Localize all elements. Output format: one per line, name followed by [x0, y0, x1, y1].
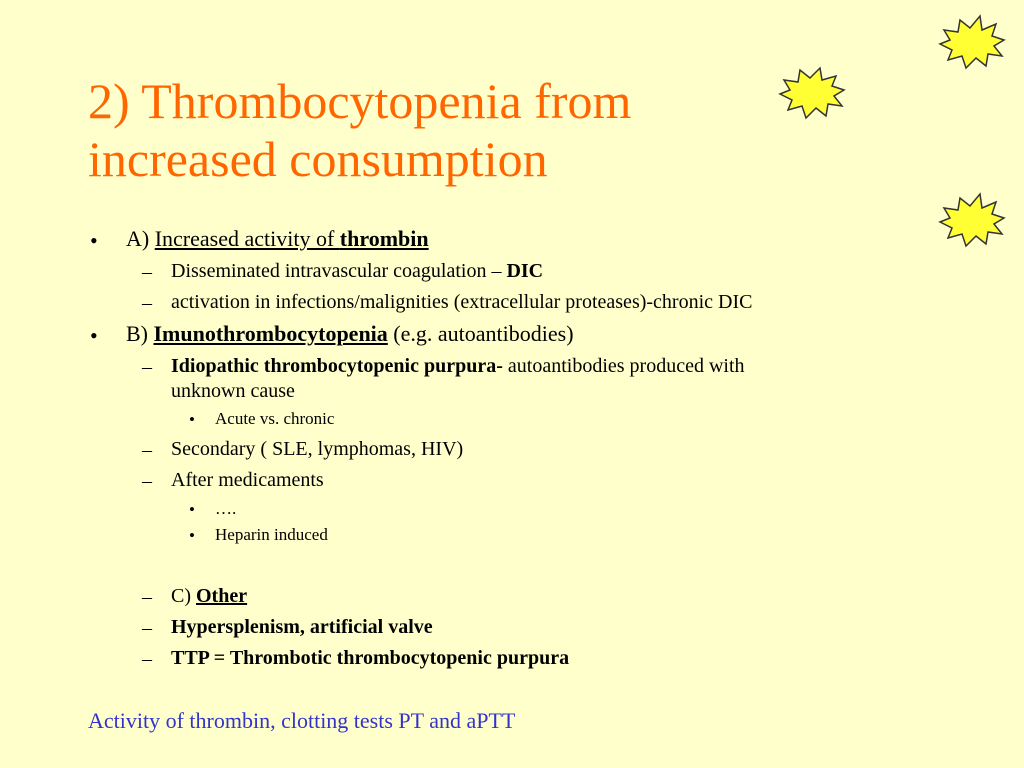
bullet-marker: • — [189, 500, 195, 519]
starburst-icon — [936, 14, 1006, 70]
starburst-icon — [776, 66, 846, 120]
dash-marker: – — [142, 261, 152, 283]
title-line-2: increased consumption — [88, 131, 548, 187]
dash-marker: – — [142, 356, 152, 378]
sub-bullet-ttp: TTP = Thrombotic thrombocytopenic purpura — [171, 647, 570, 669]
dash-marker: – — [142, 439, 152, 461]
dash-marker: – — [142, 586, 152, 608]
bullet-marker: • — [189, 410, 195, 429]
sub-sub-bullet-acute: Acute vs. chronic — [215, 409, 335, 428]
bullet-marker: • — [90, 323, 98, 348]
sub-sub-bullet-ellipsis: …. — [215, 499, 237, 518]
sub-bullet-hypersplenism: Hypersplenism, artificial valve — [171, 616, 433, 638]
starburst-icon — [936, 192, 1006, 248]
dash-marker: – — [142, 470, 152, 492]
sub-bullet-medicaments: After medicaments — [171, 469, 324, 491]
sub-bullet-itp-continued: unknown cause — [171, 380, 295, 402]
dash-marker: – — [142, 617, 152, 639]
sub-bullet-secondary: Secondary ( SLE, lymphomas, HIV) — [171, 438, 464, 460]
bullet-marker: • — [90, 228, 98, 253]
sub-sub-bullet-heparin: Heparin induced — [215, 525, 328, 544]
sub-bullet-itp: Idiopathic thrombocytopenic purpura- autoantibodies produced with — [171, 355, 745, 377]
dash-marker: – — [142, 292, 152, 314]
footer-note: Activity of thrombin, clotting tests PT and aPTT — [88, 708, 516, 733]
title-line-1: 2) Thrombocytopenia from — [88, 73, 632, 129]
dash-marker: – — [142, 648, 152, 670]
slide-title — [88, 72, 768, 188]
sub-bullet-dic: Disseminated intravascular coagulation – DIC — [171, 260, 544, 282]
bullet-marker: • — [189, 526, 195, 545]
bullet-b: B) Imunothrombocytopenia (e.g. autoantibodies) — [126, 321, 574, 346]
bullet-a: A) Increased activity of thrombin — [126, 226, 429, 251]
sub-bullet-other: C) Other — [171, 585, 248, 607]
sub-bullet-activation: activation in infections/malignities (extracellular proteases)-chronic DIC — [171, 291, 753, 313]
